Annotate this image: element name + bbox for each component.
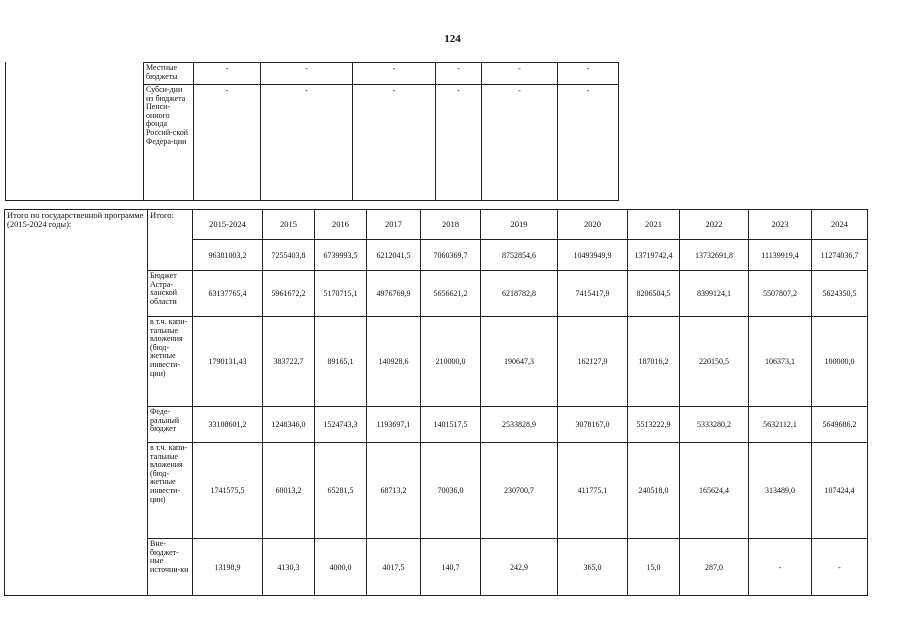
table-cell: 2533828,9: [481, 407, 558, 443]
table-cell: 68713,2: [367, 443, 421, 539]
year-header: 2019: [481, 210, 558, 240]
left-border-line: [5, 62, 6, 200]
table-cell: 383722,7: [263, 317, 315, 407]
table-cell: 15,0: [628, 539, 680, 596]
table-cell: 8752854,6: [481, 240, 558, 271]
table-cell: 220150,5: [680, 317, 749, 407]
table-cell: 13719742,4: [628, 240, 680, 271]
row-label: в т.ч. капи-тальные вложения (бюд-жетные инвести-ции): [148, 443, 193, 539]
table-cell: 4976769,9: [367, 271, 421, 317]
table-cell: 5507807,2: [749, 271, 812, 317]
main-table: [4, 209, 868, 596]
table-cell: -: [261, 85, 353, 201]
table-cell: 187016,2: [628, 317, 680, 407]
table-cell: 33108601,2: [193, 407, 263, 443]
total-label: Итого:: [148, 210, 193, 271]
row-label: Субси-дии из бюджета Пенси-онного фонда Россий-ской Федера-ции: [144, 85, 194, 201]
table-cell: 4017,5: [367, 539, 421, 596]
program-label: Итого по государственной программе (2015-2024 годы):: [5, 210, 148, 596]
table-cell: -: [558, 63, 619, 85]
table-cell: 190647,3: [481, 317, 558, 407]
row-label: Бюджет Астра-ханской области: [148, 271, 193, 317]
table-cell: 1524743,3: [315, 407, 367, 443]
table-cell: 5624350,5: [812, 271, 868, 317]
table-cell: 5632112,1: [749, 407, 812, 443]
year-header: 2015-2024: [193, 210, 263, 240]
table-cell: 365,0: [558, 539, 628, 596]
table-cell: 63137765,4: [193, 271, 263, 317]
table-cell: 287,0: [680, 539, 749, 596]
table-cell: 1741575,5: [193, 443, 263, 539]
page-number: 124: [444, 33, 461, 45]
table-cell: 7060369,7: [421, 240, 481, 271]
table-cell: 7255403,8: [263, 240, 315, 271]
table-cell: 1193697,1: [367, 407, 421, 443]
year-header: 2021: [628, 210, 680, 240]
table-cell: -: [436, 63, 482, 85]
section-divider: [5, 200, 618, 201]
row-label: Местные бюджеты: [144, 63, 194, 85]
table-cell: -: [749, 539, 812, 596]
table-cell: -: [482, 85, 558, 201]
table-row: [144, 63, 619, 85]
table-cell: 5649686,2: [812, 407, 868, 443]
table-cell: 4000,0: [315, 539, 367, 596]
table-cell: 240518,0: [628, 443, 680, 539]
table-cell: -: [812, 539, 868, 596]
table-cell: -: [194, 85, 261, 201]
table-cell: 165624,4: [680, 443, 749, 539]
top-table: [143, 62, 619, 201]
table-cell: 5333280,2: [680, 407, 749, 443]
table-cell: -: [353, 63, 436, 85]
table-cell: -: [436, 85, 482, 201]
table-cell: 13732691,8: [680, 240, 749, 271]
table-cell: 13198,9: [193, 539, 263, 596]
table-cell: 8206504,5: [628, 271, 680, 317]
table-cell: 411775,1: [558, 443, 628, 539]
year-header: 2016: [315, 210, 367, 240]
year-header: 2015: [263, 210, 315, 240]
table-cell: 5170715,1: [315, 271, 367, 317]
table-cell: 140,7: [421, 539, 481, 596]
table-cell: 313489,0: [749, 443, 812, 539]
year-header: 2017: [367, 210, 421, 240]
table-cell: 242,9: [481, 539, 558, 596]
table-cell: -: [261, 63, 353, 85]
year-header: 2020: [558, 210, 628, 240]
year-header: 2024: [812, 210, 868, 240]
table-cell: 107424,4: [812, 443, 868, 539]
table-cell: 162127,9: [558, 317, 628, 407]
table-row: [144, 85, 619, 201]
table-cell: 1248346,0: [263, 407, 315, 443]
table-cell: 4130,3: [263, 539, 315, 596]
table-cell: 3078167,0: [558, 407, 628, 443]
table-cell: -: [558, 85, 619, 201]
table-cell: 11274036,7: [812, 240, 868, 271]
table-cell: 7415417,9: [558, 271, 628, 317]
table-cell: 6218782,8: [481, 271, 558, 317]
table-cell: 210000,0: [421, 317, 481, 407]
table-cell: 100000,0: [812, 317, 868, 407]
table-cell: 140928,6: [367, 317, 421, 407]
header-row: [5, 210, 868, 240]
table-cell: 68013,2: [263, 443, 315, 539]
table-cell: -: [353, 85, 436, 201]
table-cell: 65281,5: [315, 443, 367, 539]
row-label: Феде-ральный бюджет: [148, 407, 193, 443]
table-cell: -: [482, 63, 558, 85]
year-header: 2023: [749, 210, 812, 240]
table-cell: 1401517,5: [421, 407, 481, 443]
table-cell: 10493949,9: [558, 240, 628, 271]
table-cell: 5961672,2: [263, 271, 315, 317]
table-cell: 5513222,9: [628, 407, 680, 443]
year-header: 2022: [680, 210, 749, 240]
table-cell: 11139919,4: [749, 240, 812, 271]
table-cell: 230700,7: [481, 443, 558, 539]
table-cell: 1790131,43: [193, 317, 263, 407]
row-label: Вне-бюджет-ные источни-ки: [148, 539, 193, 596]
table-cell: 6212041,5: [367, 240, 421, 271]
table-cell: 5656621,2: [421, 271, 481, 317]
table-cell: 6739993,5: [315, 240, 367, 271]
table-cell: 106373,1: [749, 317, 812, 407]
row-label: в т.ч. капи-тальные вложения (бюд-жетные инвести-ции): [148, 317, 193, 407]
year-header: 2018: [421, 210, 481, 240]
table-cell: 70036,0: [421, 443, 481, 539]
table-cell: 8399124,1: [680, 271, 749, 317]
table-cell: 96381003,2: [193, 240, 263, 271]
table-cell: -: [194, 63, 261, 85]
table-cell: 89165,1: [315, 317, 367, 407]
